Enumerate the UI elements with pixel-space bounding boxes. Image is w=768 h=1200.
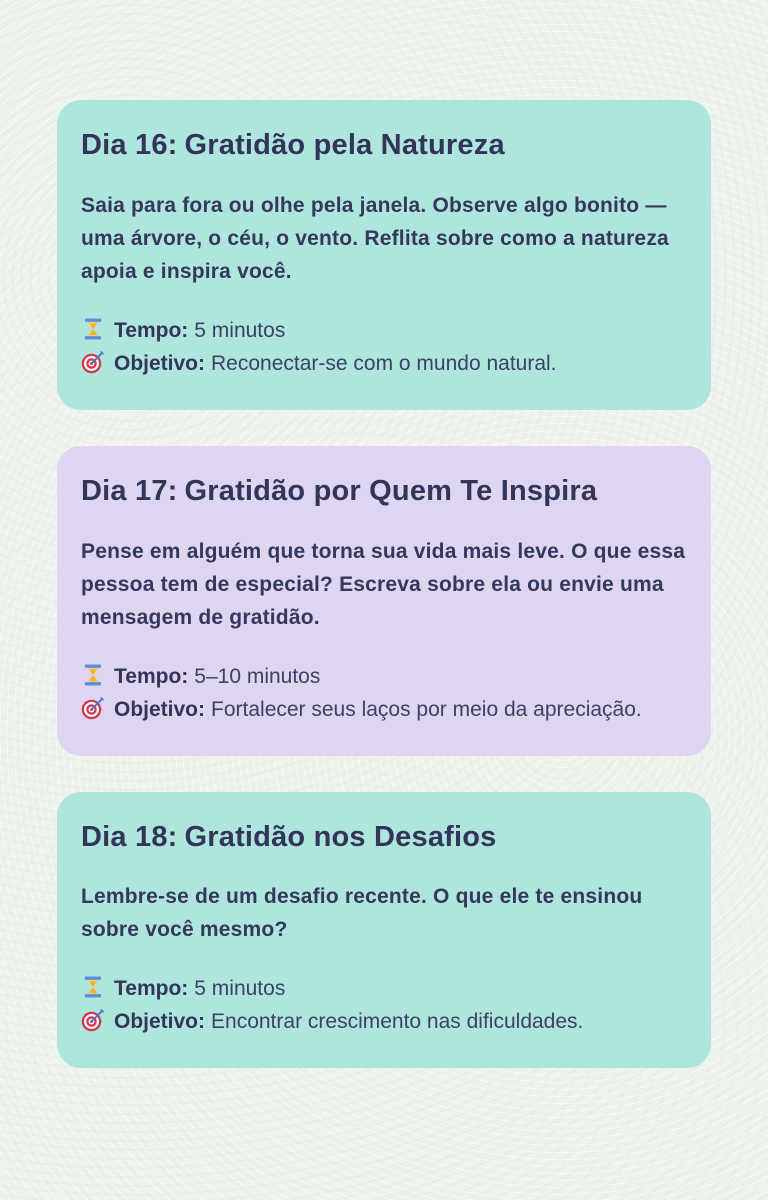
meta-label: Objetivo:: [114, 351, 206, 375]
meta-row-objetivo: [81, 1005, 687, 1038]
card-title: [81, 474, 687, 509]
meta-row-tempo: [81, 972, 687, 1005]
meta-value: 5–10 minutos: [194, 664, 321, 688]
meta-label: Tempo:: [114, 318, 189, 342]
card-title-text: Gratidão por Quem Te Inspira: [184, 474, 598, 507]
target-icon: [81, 696, 105, 720]
card-body-text: Lembre-se de um desafio recente. O que ele te ensinou sobre você mesmo?: [81, 885, 643, 942]
card-title: [81, 128, 687, 163]
meta-row-tempo: [81, 660, 687, 693]
card-title-prefix: Dia 18:: [81, 820, 178, 853]
card-dia-17: [57, 446, 711, 756]
target-icon: [81, 350, 105, 374]
meta-value: 5 minutos: [194, 318, 286, 342]
card-title-prefix: Dia 16:: [81, 129, 178, 161]
hourglass-icon: [81, 317, 105, 341]
card-title-text: Gratidão pela Natureza: [184, 129, 505, 161]
meta-label: Objetivo:: [114, 1010, 206, 1034]
card-body-text: Saia para fora ou olhe pela janela. Observe algo bonito — uma árvore, o céu, o vento. Reflita sobre como a natureza apoia e inspira você.: [81, 193, 669, 283]
card-dia-16: [57, 100, 711, 410]
meta-value: 5 minutos: [194, 977, 286, 1001]
meta-label: Objetivo:: [114, 697, 206, 721]
card-dia-18: [57, 792, 711, 1069]
meta-value: Reconectar-se com o mundo natural.: [211, 351, 557, 375]
meta-value: Encontrar crescimento nas dificuldades.: [211, 1010, 584, 1034]
meta-row-tempo: [81, 314, 687, 347]
meta-label: Tempo:: [114, 977, 189, 1001]
card-title-prefix: Dia 17:: [81, 474, 178, 507]
card-body-text: Pense em alguém que torna sua vida mais leve. O que essa pessoa tem de especial? Escreva sobre ela ou envie uma mensagem de gratidão.: [81, 539, 686, 629]
meta-row-objetivo: [81, 693, 687, 726]
hourglass-icon: [81, 975, 105, 999]
meta-label: Tempo:: [114, 664, 189, 688]
hourglass-icon: [81, 663, 105, 687]
meta-row-objetivo: [81, 347, 687, 380]
card-title-text: Gratidão nos Desafios: [184, 820, 497, 853]
target-icon: [81, 1008, 105, 1032]
card-title: [81, 820, 687, 855]
meta-value: Fortalecer seus laços por meio da apreciação.: [211, 697, 642, 721]
